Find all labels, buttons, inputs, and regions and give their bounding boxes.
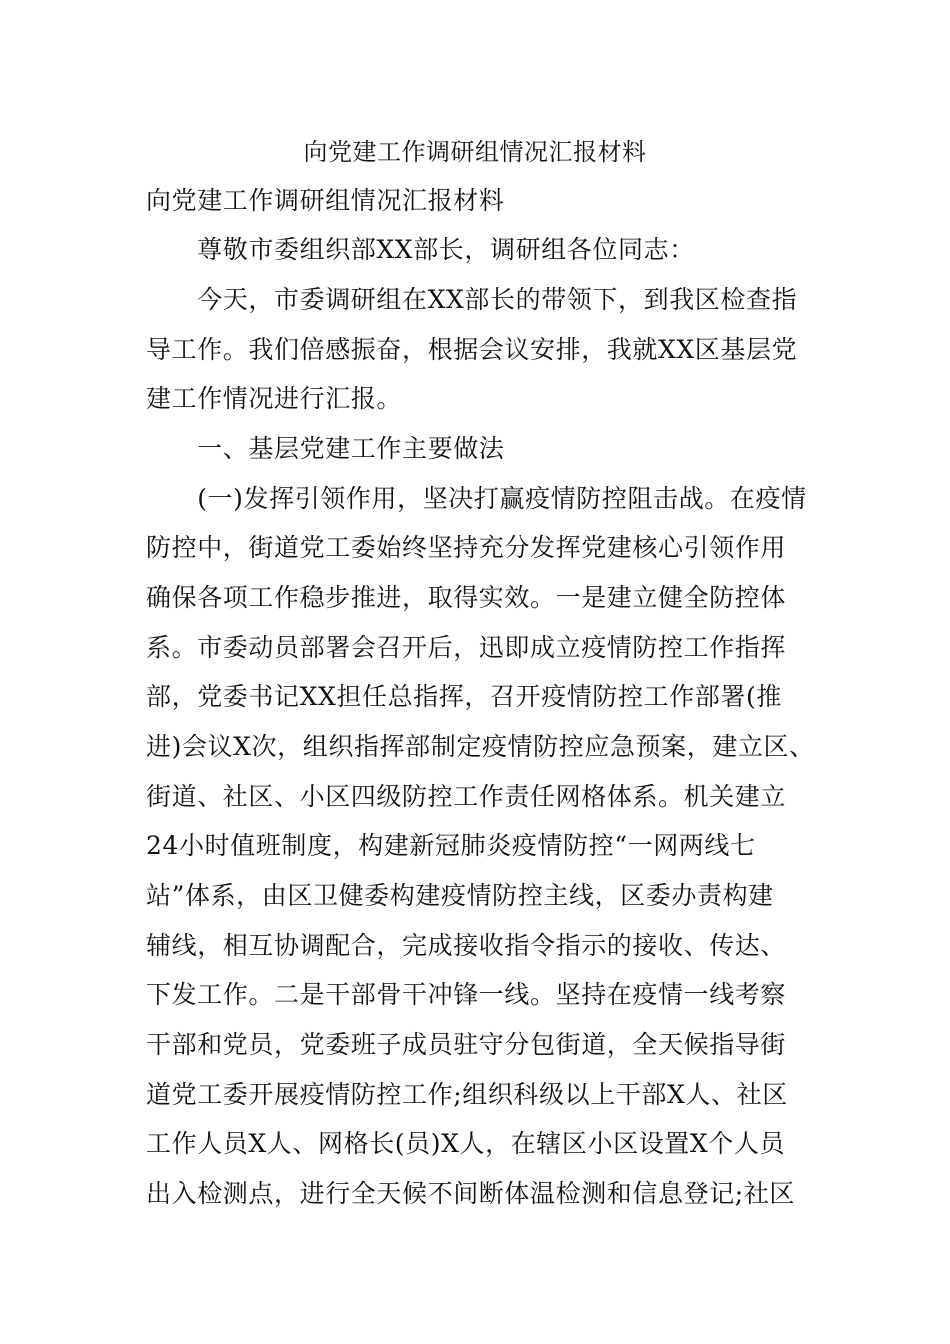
text-line: 工作人员X人、网格长(员)X人，在辖区小区设置X个人员 [146, 1129, 786, 1158]
text-line: 部，党委书记XX担任总指挥，召开疫情防控工作部署(推 [146, 682, 782, 711]
text-line: 出入检测点，进行全天候不间断体温检测和信息登记;社区 [146, 1179, 796, 1208]
text-line: 尊敬市委组织部XX部长，调研组各位同志： [146, 235, 695, 264]
text-line: 一、基层党建工作主要做法 [146, 434, 505, 463]
text-line: 辅线，相互协调配合，完成接收指令指示的接收、传达、 [146, 931, 787, 960]
text-line: 确保各项工作稳步推进，取得实效。一是建立健全防控体 [146, 583, 787, 612]
text-line: (一)发挥引领作用，坚决打赢疫情防控阻击战。在疫情 [146, 484, 807, 513]
text-line: 24小时值班制度，构建新冠肺炎疫情防控“一网两线七 [146, 831, 756, 860]
text-line: 防控中，街道党工委始终坚持充分发挥党建核心引领作用 [146, 533, 787, 562]
text-line: 街道、社区、小区四级防控工作责任网格体系。机关建立 [146, 782, 787, 811]
text-line: 系。市委动员部署会召开后，迅即成立疫情防控工作指挥 [146, 633, 787, 662]
text-line: 建工作情况进行汇报。 [146, 384, 403, 413]
text-line: 下发工作。二是干部骨干冲锋一线。坚持在疫情一线考察 [146, 980, 787, 1009]
text-line: 今天，市委调研组在XX部长的带领下，到我区检查指 [146, 285, 798, 314]
text-line: 进)会议X次，组织指挥部制定疫情防控应急预案，建立区、 [146, 732, 815, 761]
document-title: 向党建工作调研组情况汇报材料 [303, 138, 647, 166]
text-line: 干部和党员，党委班子成员驻守分包街道，全天候指导街 [146, 1030, 787, 1059]
text-line: 站”体系，由区卫健委构建疫情防控主线，区委办责构建 [146, 881, 774, 910]
text-line: 道党工委开展疫情防控工作;组织科级以上干部X人、社区 [146, 1080, 788, 1109]
text-line: 导工作。我们倍感振奋，根据会议安排，我就XX区基层党 [146, 335, 798, 364]
text-line: 向党建工作调研组情况汇报材料 [146, 186, 505, 215]
